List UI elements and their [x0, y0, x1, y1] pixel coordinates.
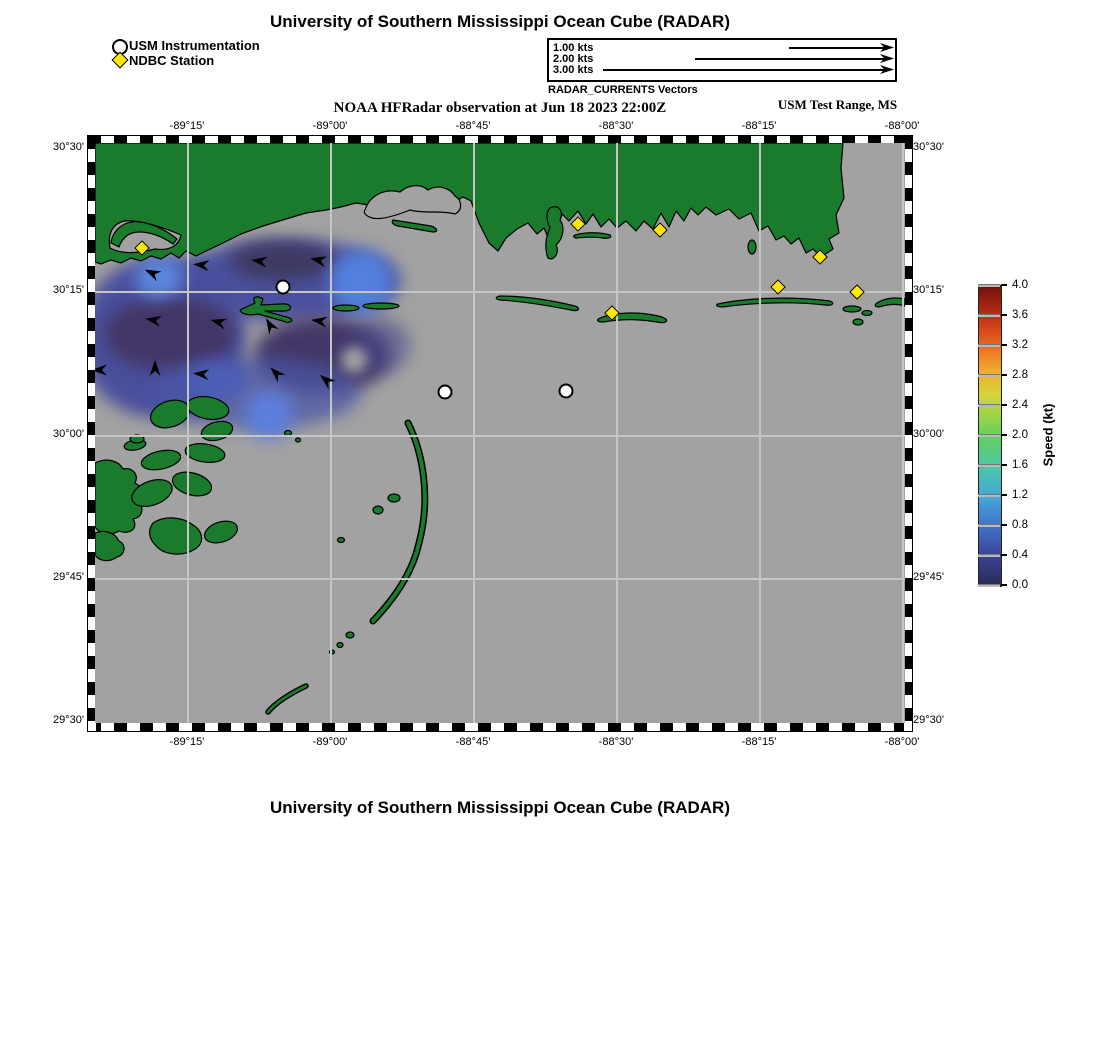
usm-instrument-marker[interactable]: [438, 385, 453, 400]
colorbar-tick-label: 0.0: [1012, 579, 1028, 591]
colorbar-axis-label: Speed (kt): [1040, 403, 1056, 467]
colorbar-tick-mark: [1001, 314, 1007, 316]
colorbar-tick-mark: [1001, 524, 1007, 526]
marsh: [170, 468, 214, 500]
island: [574, 233, 611, 239]
marsh: [140, 447, 183, 473]
vector-key-3kt: 3.00 kts: [553, 64, 594, 76]
coastline-land-layer: [95, 143, 905, 723]
marsh-point: [546, 207, 563, 259]
lon-tick-label-top: -88°00': [884, 120, 920, 132]
colorbar-tick-label: 2.0: [1012, 429, 1028, 441]
mainland: [95, 143, 844, 264]
colorbar-tick-label: 3.2: [1012, 339, 1028, 351]
colorbar-tick-label: 0.4: [1012, 549, 1028, 561]
island: [748, 240, 756, 254]
cat-island: [240, 297, 292, 322]
colorbar-tick-line: [978, 434, 1000, 437]
lat-tick-label-right: 30°15': [913, 284, 944, 296]
usm-instrument-marker[interactable]: [276, 280, 291, 295]
dauphin-island: [875, 298, 905, 307]
lat-tick-label-left: 30°00': [53, 428, 84, 440]
islet: [337, 643, 343, 648]
vector-line-3kt: [603, 69, 885, 71]
colorbar-tick-label: 1.2: [1012, 489, 1028, 501]
marsh: [95, 531, 124, 560]
colorbar-tick-label: 2.4: [1012, 399, 1028, 411]
lat-tick-label-left: 29°45': [53, 571, 84, 583]
chandeleur-arc: [373, 423, 425, 621]
lon-tick-label-bottom: -88°45': [455, 736, 491, 748]
colorbar-tick-line: [978, 584, 1000, 587]
colorbar-tick-mark: [1001, 374, 1007, 376]
gridline-lon: [187, 143, 189, 723]
colorbar-tick-mark: [1001, 284, 1007, 286]
islet: [296, 438, 301, 442]
colorbar-tick-line: [978, 404, 1000, 407]
colorbar-tick-line: [978, 344, 1000, 347]
observation-subtitle: NOAA HFRadar observation at Jun 18 2023 22:00Z: [333, 100, 667, 116]
colorbar-tick-line: [978, 494, 1000, 497]
gridline-lat: [95, 291, 905, 293]
vector-key-2kt: 2.00 kts: [553, 53, 594, 65]
colorbar-tick-line: [978, 314, 1000, 317]
colorbar-tick-mark: [1001, 434, 1007, 436]
ship-island-west: [333, 305, 359, 311]
colorbar-tick-label: 2.8: [1012, 369, 1028, 381]
barrier-island: [496, 296, 578, 311]
map-plot-area[interactable]: [95, 143, 905, 723]
legend-ndbc-label: NDBC Station: [129, 53, 215, 68]
lon-tick-label-bottom: -88°30': [598, 736, 634, 748]
marsh: [185, 394, 230, 423]
gridline-lat: [95, 435, 905, 437]
lon-tick-label-bottom: -88°15': [741, 736, 777, 748]
island: [843, 306, 861, 312]
lon-tick-label-bottom: -89°15': [169, 736, 205, 748]
vector-line-2kt: [695, 58, 885, 60]
islet: [373, 506, 383, 514]
marsh: [150, 518, 202, 554]
vector-key-1kt: 1.00 kts: [553, 42, 594, 54]
gridline-lon: [616, 143, 618, 723]
vector-scale-key: [547, 38, 897, 82]
ship-island-east: [363, 303, 399, 309]
colorbar-tick-label: 0.8: [1012, 519, 1028, 531]
lat-tick-label-left: 29°30': [53, 714, 84, 726]
island: [853, 319, 863, 325]
lat-tick-label-left: 30°30': [53, 141, 84, 153]
colorbar-tick-line: [978, 284, 1000, 287]
lon-tick-label-top: -88°45': [455, 120, 491, 132]
colorbar-tick-line: [978, 374, 1000, 377]
lon-tick-label-top: -89°15': [169, 120, 205, 132]
gridline-lon: [759, 143, 761, 723]
vector-line-1kt: [789, 47, 885, 49]
colorbar-tick-mark: [1001, 404, 1007, 406]
lon-tick-label-top: -88°15': [741, 120, 777, 132]
lat-tick-label-left: 30°15': [53, 284, 84, 296]
colorbar-tick-label: 1.6: [1012, 459, 1028, 471]
colorbar-tick-mark: [1001, 554, 1007, 556]
colorbar-tick-label: 3.6: [1012, 309, 1028, 321]
colorbar-tick-mark: [1001, 344, 1007, 346]
lat-tick-label-right: 29°30': [913, 714, 944, 726]
islet: [346, 632, 354, 638]
colorbar-tick-line: [978, 554, 1000, 557]
colorbar-tick-line: [978, 464, 1000, 467]
ndbc-station-icon: [112, 52, 129, 69]
lon-tick-label-top: -88°30': [598, 120, 634, 132]
lat-tick-label-right: 29°45': [913, 571, 944, 583]
marsh: [199, 418, 235, 444]
colorbar-tick-line: [978, 524, 1000, 527]
page-title: University of Southern Mississippi Ocean Cube (RADAR): [269, 12, 730, 31]
islet: [338, 538, 345, 543]
lat-tick-label-right: 30°00': [913, 428, 944, 440]
usm-instrument-marker[interactable]: [559, 384, 574, 399]
colorbar-tick-mark: [1001, 494, 1007, 496]
marsh: [202, 517, 241, 547]
gridline-lat: [95, 578, 905, 580]
lat-tick-label-right: 30°30': [913, 141, 944, 153]
colorbar-tick-mark: [1001, 584, 1007, 586]
gridline-lon: [330, 143, 332, 723]
petit-bois-island: [717, 298, 833, 307]
gridline-lon: [473, 143, 475, 723]
test-range-label: USM Test Range, MS: [777, 97, 898, 112]
lon-tick-label-top: -89°00': [312, 120, 348, 132]
coastal-spit: [392, 220, 436, 232]
legend-usm-label: USM Instrumentation: [129, 38, 260, 53]
lon-tick-label-bottom: -89°00': [312, 736, 348, 748]
lon-tick-label-bottom: -88°00': [884, 736, 920, 748]
island: [862, 311, 872, 316]
vector-key-caption: RADAR_CURRENTS Vectors: [548, 84, 698, 96]
gridline-lon: [902, 143, 904, 723]
footer-title: University of Southern Mississippi Ocean Cube (RADAR): [269, 798, 730, 817]
islet: [388, 494, 400, 502]
colorbar-tick-mark: [1001, 464, 1007, 466]
colorbar-tick-label: 4.0: [1012, 279, 1028, 291]
map-border-bottom: [87, 722, 913, 732]
marsh: [184, 441, 226, 464]
